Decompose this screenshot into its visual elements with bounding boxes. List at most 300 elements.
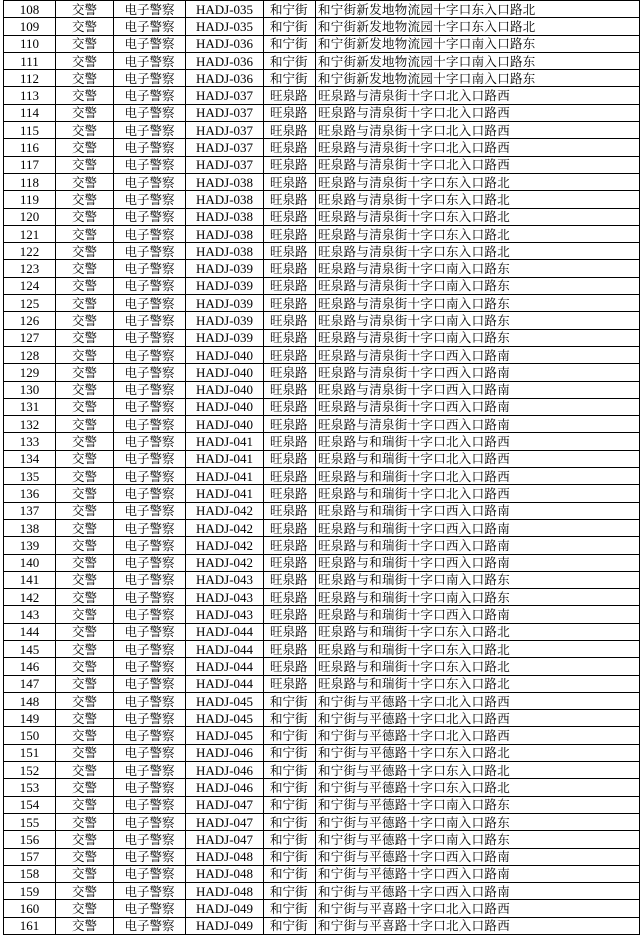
device-code-cell: HADJ-044	[186, 640, 264, 657]
row-number: 142	[4, 589, 56, 606]
table-row	[4, 606, 640, 623]
location-cell: 旺泉路与和瑞街十字口北入口路西	[316, 468, 640, 485]
table-row	[4, 468, 640, 485]
table-row	[4, 243, 640, 260]
device-code-cell: HADJ-037	[186, 156, 264, 173]
device-code-cell: HADJ-045	[186, 710, 264, 727]
device-type-cell: 电子警察	[114, 398, 186, 415]
row-number: 138	[4, 519, 56, 536]
row-number: 146	[4, 658, 56, 675]
table-row	[4, 1, 640, 18]
device-code-cell: HADJ-046	[186, 779, 264, 796]
location-cell: 旺泉路与和瑞街十字口北入口路西	[316, 485, 640, 502]
device-type-cell: 电子警察	[114, 277, 186, 294]
row-number: 118	[4, 173, 56, 190]
device-code-cell: HADJ-043	[186, 589, 264, 606]
location-cell: 和宁街与平德路十字口西入口路南	[316, 865, 640, 882]
device-type-cell: 电子警察	[114, 139, 186, 156]
device-type-cell: 电子警察	[114, 364, 186, 381]
table-row	[4, 502, 640, 519]
department-cell: 交警	[56, 606, 114, 623]
table-row	[4, 260, 640, 277]
device-type-cell: 电子警察	[114, 52, 186, 69]
table-row	[4, 571, 640, 588]
row-number: 121	[4, 225, 56, 242]
road-cell: 旺泉路	[264, 589, 316, 606]
department-cell: 交警	[56, 779, 114, 796]
row-number: 161	[4, 917, 56, 934]
row-number: 155	[4, 813, 56, 830]
device-type-cell: 电子警察	[114, 329, 186, 346]
table-row	[4, 295, 640, 312]
device-code-cell: HADJ-036	[186, 35, 264, 52]
device-code-cell: HADJ-041	[186, 450, 264, 467]
location-cell: 和宁街与平喜路十字口北入口路西	[316, 900, 640, 917]
department-cell: 交警	[56, 52, 114, 69]
device-type-cell: 电子警察	[114, 312, 186, 329]
device-code-cell: HADJ-039	[186, 312, 264, 329]
device-type-cell: 电子警察	[114, 156, 186, 173]
row-number: 151	[4, 744, 56, 761]
table-row	[4, 139, 640, 156]
row-number: 132	[4, 416, 56, 433]
road-cell: 和宁街	[264, 813, 316, 830]
road-cell: 旺泉路	[264, 277, 316, 294]
road-cell: 旺泉路	[264, 122, 316, 139]
table-row	[4, 70, 640, 87]
device-type-cell: 电子警察	[114, 848, 186, 865]
road-cell: 旺泉路	[264, 191, 316, 208]
department-cell: 交警	[56, 744, 114, 761]
row-number: 119	[4, 191, 56, 208]
row-number: 114	[4, 104, 56, 121]
location-cell: 旺泉路与和瑞街十字口南入口路东	[316, 589, 640, 606]
location-cell: 和宁街新发地物流园十字口东入口路北	[316, 1, 640, 18]
device-type-cell: 电子警察	[114, 883, 186, 900]
location-cell: 和宁街与平喜路十字口北入口路西	[316, 917, 640, 934]
location-cell: 和宁街与平德路十字口北入口路西	[316, 692, 640, 709]
table-row	[4, 831, 640, 848]
road-cell: 和宁街	[264, 762, 316, 779]
location-cell: 旺泉路与清泉街十字口西入口路南	[316, 381, 640, 398]
road-cell: 旺泉路	[264, 346, 316, 363]
row-number: 123	[4, 260, 56, 277]
road-cell: 和宁街	[264, 35, 316, 52]
device-code-cell: HADJ-043	[186, 606, 264, 623]
row-number: 154	[4, 796, 56, 813]
road-cell: 旺泉路	[264, 87, 316, 104]
road-cell: 旺泉路	[264, 104, 316, 121]
table-row	[4, 519, 640, 536]
department-cell: 交警	[56, 70, 114, 87]
device-type-cell: 电子警察	[114, 87, 186, 104]
device-type-cell: 电子警察	[114, 831, 186, 848]
device-type-cell: 电子警察	[114, 796, 186, 813]
device-code-cell: HADJ-041	[186, 433, 264, 450]
location-cell: 旺泉路与和瑞街十字口东入口路北	[316, 675, 640, 692]
location-cell: 和宁街与平德路十字口西入口路南	[316, 883, 640, 900]
road-cell: 和宁街	[264, 865, 316, 882]
department-cell: 交警	[56, 571, 114, 588]
device-code-cell: HADJ-041	[186, 468, 264, 485]
location-cell: 旺泉路与清泉街十字口北入口路西	[316, 87, 640, 104]
department-cell: 交警	[56, 381, 114, 398]
table-row	[4, 329, 640, 346]
road-cell: 旺泉路	[264, 260, 316, 277]
row-number: 117	[4, 156, 56, 173]
device-type-cell: 电子警察	[114, 35, 186, 52]
location-cell: 和宁街与平德路十字口东入口路北	[316, 779, 640, 796]
device-type-cell: 电子警察	[114, 554, 186, 571]
road-cell: 旺泉路	[264, 640, 316, 657]
device-code-cell: HADJ-037	[186, 139, 264, 156]
row-number: 120	[4, 208, 56, 225]
location-cell: 和宁街与平德路十字口南入口路东	[316, 796, 640, 813]
location-cell: 旺泉路与清泉街十字口南入口路东	[316, 329, 640, 346]
location-cell: 旺泉路与清泉街十字口东入口路北	[316, 191, 640, 208]
road-cell: 和宁街	[264, 900, 316, 917]
table-row	[4, 813, 640, 830]
location-cell: 和宁街新发地物流园十字口南入口路东	[316, 35, 640, 52]
device-code-cell: HADJ-038	[186, 173, 264, 190]
device-code-cell: HADJ-039	[186, 329, 264, 346]
row-number: 150	[4, 727, 56, 744]
row-number: 157	[4, 848, 56, 865]
row-number: 141	[4, 571, 56, 588]
location-cell: 旺泉路与清泉街十字口西入口路南	[316, 398, 640, 415]
department-cell: 交警	[56, 589, 114, 606]
row-number: 156	[4, 831, 56, 848]
road-cell: 旺泉路	[264, 398, 316, 415]
road-cell: 和宁街	[264, 70, 316, 87]
table-row	[4, 762, 640, 779]
department-cell: 交警	[56, 139, 114, 156]
device-type-cell: 电子警察	[114, 571, 186, 588]
device-code-cell: HADJ-037	[186, 122, 264, 139]
road-cell: 和宁街	[264, 831, 316, 848]
device-code-cell: HADJ-049	[186, 917, 264, 934]
department-cell: 交警	[56, 87, 114, 104]
table-row	[4, 277, 640, 294]
table-row	[4, 208, 640, 225]
device-type-cell: 电子警察	[114, 381, 186, 398]
table-row	[4, 658, 640, 675]
device-code-cell: HADJ-045	[186, 727, 264, 744]
device-type-cell: 电子警察	[114, 295, 186, 312]
row-number: 145	[4, 640, 56, 657]
device-code-cell: HADJ-042	[186, 519, 264, 536]
table-row	[4, 156, 640, 173]
location-cell: 和宁街与平德路十字口东入口路北	[316, 762, 640, 779]
device-code-cell: HADJ-039	[186, 260, 264, 277]
road-cell: 旺泉路	[264, 675, 316, 692]
device-code-cell: HADJ-046	[186, 762, 264, 779]
location-cell: 旺泉路与和瑞街十字口北入口路西	[316, 450, 640, 467]
device-type-cell: 电子警察	[114, 900, 186, 917]
department-cell: 交警	[56, 883, 114, 900]
location-cell: 旺泉路与和瑞街十字口西入口路南	[316, 502, 640, 519]
device-type-cell: 电子警察	[114, 122, 186, 139]
device-code-cell: HADJ-047	[186, 831, 264, 848]
table-row	[4, 52, 640, 69]
road-cell: 和宁街	[264, 779, 316, 796]
device-type-cell: 电子警察	[114, 727, 186, 744]
row-number: 149	[4, 710, 56, 727]
row-number: 109	[4, 18, 56, 35]
location-cell: 和宁街与平德路十字口南入口路东	[316, 813, 640, 830]
department-cell: 交警	[56, 848, 114, 865]
device-type-cell: 电子警察	[114, 537, 186, 554]
road-cell: 旺泉路	[264, 537, 316, 554]
device-table-body	[4, 1, 640, 935]
road-cell: 旺泉路	[264, 329, 316, 346]
road-cell: 和宁街	[264, 744, 316, 761]
table-row	[4, 35, 640, 52]
road-cell: 旺泉路	[264, 225, 316, 242]
row-number: 113	[4, 87, 56, 104]
row-number: 127	[4, 329, 56, 346]
road-cell: 旺泉路	[264, 156, 316, 173]
device-code-cell: HADJ-038	[186, 225, 264, 242]
device-type-cell: 电子警察	[114, 623, 186, 640]
device-code-cell: HADJ-042	[186, 554, 264, 571]
device-type-cell: 电子警察	[114, 640, 186, 657]
device-code-cell: HADJ-044	[186, 623, 264, 640]
department-cell: 交警	[56, 191, 114, 208]
table-row	[4, 537, 640, 554]
device-type-cell: 电子警察	[114, 208, 186, 225]
row-number: 144	[4, 623, 56, 640]
device-type-cell: 电子警察	[114, 433, 186, 450]
table-row	[4, 416, 640, 433]
device-code-cell: HADJ-044	[186, 658, 264, 675]
table-row	[4, 710, 640, 727]
road-cell: 和宁街	[264, 883, 316, 900]
department-cell: 交警	[56, 295, 114, 312]
location-cell: 旺泉路与和瑞街十字口西入口路南	[316, 554, 640, 571]
table-row	[4, 883, 640, 900]
road-cell: 旺泉路	[264, 450, 316, 467]
location-cell: 旺泉路与清泉街十字口西入口路南	[316, 416, 640, 433]
department-cell: 交警	[56, 623, 114, 640]
location-cell: 旺泉路与清泉街十字口北入口路西	[316, 122, 640, 139]
road-cell: 旺泉路	[264, 623, 316, 640]
device-code-cell: HADJ-039	[186, 295, 264, 312]
device-code-cell: HADJ-045	[186, 692, 264, 709]
road-cell: 和宁街	[264, 727, 316, 744]
device-type-cell: 电子警察	[114, 225, 186, 242]
device-code-cell: HADJ-043	[186, 571, 264, 588]
device-type-cell: 电子警察	[114, 744, 186, 761]
table-row	[4, 433, 640, 450]
department-cell: 交警	[56, 727, 114, 744]
device-type-cell: 电子警察	[114, 18, 186, 35]
road-cell: 和宁街	[264, 710, 316, 727]
department-cell: 交警	[56, 18, 114, 35]
row-number: 125	[4, 295, 56, 312]
device-type-cell: 电子警察	[114, 260, 186, 277]
location-cell: 旺泉路与清泉街十字口东入口路北	[316, 243, 640, 260]
row-number: 133	[4, 433, 56, 450]
location-cell: 旺泉路与清泉街十字口东入口路北	[316, 225, 640, 242]
table-row	[4, 312, 640, 329]
device-code-cell: HADJ-039	[186, 277, 264, 294]
device-table	[3, 0, 640, 935]
department-cell: 交警	[56, 813, 114, 830]
department-cell: 交警	[56, 762, 114, 779]
table-row	[4, 173, 640, 190]
department-cell: 交警	[56, 225, 114, 242]
device-type-cell: 电子警察	[114, 692, 186, 709]
table-row	[4, 87, 640, 104]
road-cell: 旺泉路	[264, 606, 316, 623]
department-cell: 交警	[56, 156, 114, 173]
device-code-cell: HADJ-040	[186, 398, 264, 415]
department-cell: 交警	[56, 468, 114, 485]
device-type-cell: 电子警察	[114, 606, 186, 623]
road-cell: 旺泉路	[264, 658, 316, 675]
location-cell: 和宁街与平德路十字口东入口路北	[316, 744, 640, 761]
location-cell: 旺泉路与清泉街十字口南入口路东	[316, 260, 640, 277]
department-cell: 交警	[56, 433, 114, 450]
row-number: 115	[4, 122, 56, 139]
road-cell: 旺泉路	[264, 416, 316, 433]
department-cell: 交警	[56, 865, 114, 882]
table-row	[4, 398, 640, 415]
row-number: 136	[4, 485, 56, 502]
device-code-cell: HADJ-041	[186, 485, 264, 502]
device-code-cell: HADJ-035	[186, 18, 264, 35]
location-cell: 旺泉路与和瑞街十字口北入口路西	[316, 433, 640, 450]
device-type-cell: 电子警察	[114, 865, 186, 882]
table-row	[4, 727, 640, 744]
row-number: 108	[4, 1, 56, 18]
device-type-cell: 电子警察	[114, 779, 186, 796]
department-cell: 交警	[56, 398, 114, 415]
table-row	[4, 848, 640, 865]
location-cell: 旺泉路与和瑞街十字口西入口路南	[316, 606, 640, 623]
department-cell: 交警	[56, 104, 114, 121]
road-cell: 和宁街	[264, 692, 316, 709]
row-number: 130	[4, 381, 56, 398]
department-cell: 交警	[56, 831, 114, 848]
table-row	[4, 900, 640, 917]
row-number: 160	[4, 900, 56, 917]
road-cell: 和宁街	[264, 796, 316, 813]
road-cell: 旺泉路	[264, 433, 316, 450]
department-cell: 交警	[56, 450, 114, 467]
department-cell: 交警	[56, 485, 114, 502]
road-cell: 旺泉路	[264, 312, 316, 329]
device-type-cell: 电子警察	[114, 519, 186, 536]
row-number: 116	[4, 139, 56, 156]
road-cell: 和宁街	[264, 917, 316, 934]
device-type-cell: 电子警察	[114, 173, 186, 190]
row-number: 131	[4, 398, 56, 415]
department-cell: 交警	[56, 35, 114, 52]
device-type-cell: 电子警察	[114, 1, 186, 18]
device-type-cell: 电子警察	[114, 710, 186, 727]
location-cell: 旺泉路与清泉街十字口东入口路北	[316, 173, 640, 190]
department-cell: 交警	[56, 710, 114, 727]
location-cell: 旺泉路与清泉街十字口南入口路东	[316, 312, 640, 329]
device-type-cell: 电子警察	[114, 917, 186, 934]
road-cell: 旺泉路	[264, 208, 316, 225]
location-cell: 和宁街与平德路十字口南入口路东	[316, 831, 640, 848]
device-code-cell: HADJ-048	[186, 883, 264, 900]
row-number: 139	[4, 537, 56, 554]
device-type-cell: 电子警察	[114, 468, 186, 485]
device-code-cell: HADJ-040	[186, 346, 264, 363]
table-row	[4, 18, 640, 35]
table-row	[4, 225, 640, 242]
device-code-cell: HADJ-040	[186, 364, 264, 381]
device-code-cell: HADJ-044	[186, 675, 264, 692]
department-cell: 交警	[56, 416, 114, 433]
device-code-cell: HADJ-037	[186, 104, 264, 121]
road-cell: 旺泉路	[264, 519, 316, 536]
department-cell: 交警	[56, 537, 114, 554]
department-cell: 交警	[56, 364, 114, 381]
table-row	[4, 104, 640, 121]
table-row	[4, 554, 640, 571]
location-cell: 旺泉路与和瑞街十字口东入口路北	[316, 640, 640, 657]
location-cell: 旺泉路与和瑞街十字口东入口路北	[316, 658, 640, 675]
device-code-cell: HADJ-042	[186, 502, 264, 519]
device-type-cell: 电子警察	[114, 675, 186, 692]
table-row	[4, 744, 640, 761]
device-code-cell: HADJ-042	[186, 537, 264, 554]
table-row	[4, 779, 640, 796]
department-cell: 交警	[56, 173, 114, 190]
department-cell: 交警	[56, 917, 114, 934]
device-code-cell: HADJ-036	[186, 70, 264, 87]
row-number: 111	[4, 52, 56, 69]
department-cell: 交警	[56, 519, 114, 536]
table-row	[4, 122, 640, 139]
table-row	[4, 346, 640, 363]
device-code-cell: HADJ-048	[186, 848, 264, 865]
table-row	[4, 623, 640, 640]
device-code-cell: HADJ-048	[186, 865, 264, 882]
row-number: 112	[4, 70, 56, 87]
device-type-cell: 电子警察	[114, 485, 186, 502]
device-type-cell: 电子警察	[114, 589, 186, 606]
department-cell: 交警	[56, 796, 114, 813]
device-type-cell: 电子警察	[114, 658, 186, 675]
road-cell: 旺泉路	[264, 295, 316, 312]
device-type-cell: 电子警察	[114, 813, 186, 830]
road-cell: 旺泉路	[264, 173, 316, 190]
road-cell: 旺泉路	[264, 502, 316, 519]
road-cell: 和宁街	[264, 848, 316, 865]
device-code-cell: HADJ-046	[186, 744, 264, 761]
table-row	[4, 589, 640, 606]
device-code-cell: HADJ-038	[186, 191, 264, 208]
device-type-cell: 电子警察	[114, 450, 186, 467]
row-number: 137	[4, 502, 56, 519]
road-cell: 旺泉路	[264, 364, 316, 381]
device-code-cell: HADJ-047	[186, 796, 264, 813]
device-type-cell: 电子警察	[114, 104, 186, 121]
location-cell: 和宁街新发地物流园十字口南入口路东	[316, 52, 640, 69]
table-row	[4, 640, 640, 657]
location-cell: 旺泉路与清泉街十字口北入口路西	[316, 139, 640, 156]
location-cell: 旺泉路与清泉街十字口西入口路南	[316, 364, 640, 381]
device-type-cell: 电子警察	[114, 243, 186, 260]
row-number: 140	[4, 554, 56, 571]
department-cell: 交警	[56, 502, 114, 519]
